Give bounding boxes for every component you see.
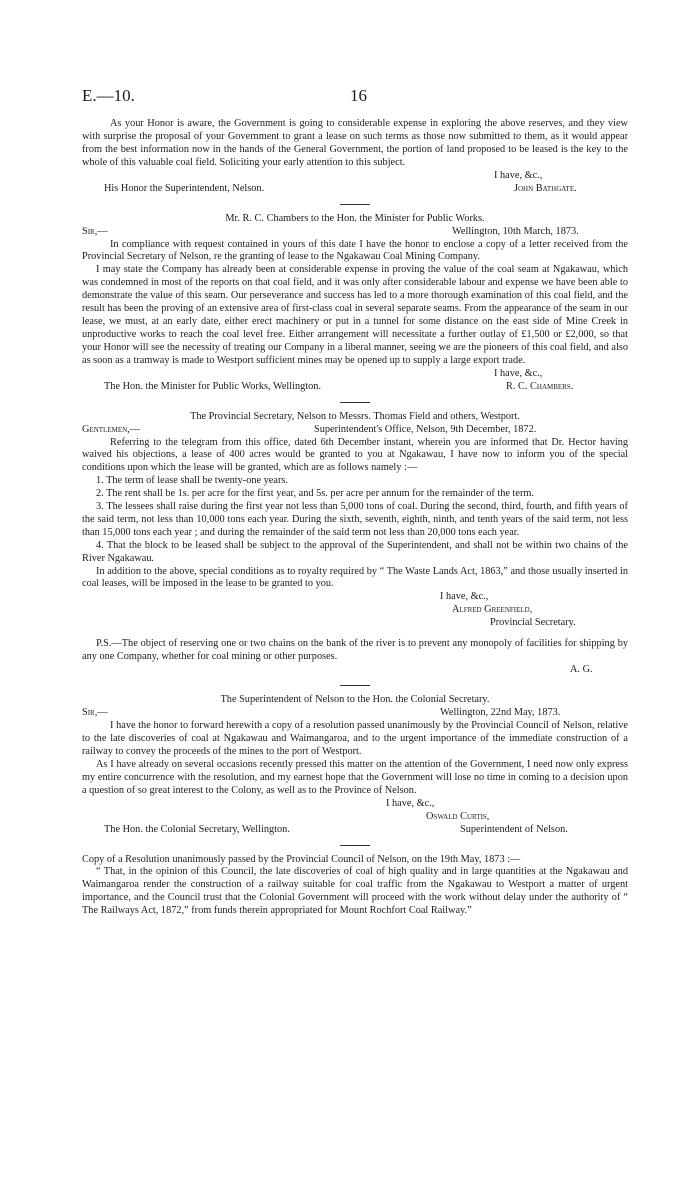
page-body — [82, 118, 628, 918]
section-divider — [340, 402, 370, 403]
signature: Oswald Curtis, — [426, 810, 490, 822]
condition-item: 1. The term of lease shall be twenty-one years. — [96, 475, 288, 487]
closing-row — [82, 798, 628, 811]
closing: I have, &c., — [440, 591, 489, 603]
signature: John Bathgate. — [514, 182, 577, 194]
section-divider — [340, 204, 370, 205]
addressee: The Hon. the Colonial Secretary, Wellington. — [104, 823, 290, 835]
dateline: Wellington, 10th March, 1873. — [452, 225, 579, 237]
signature-row — [82, 183, 628, 196]
report-reference: E.—10. — [82, 86, 135, 105]
conditions-list — [82, 475, 628, 565]
letter-paragraph: Referring to the telegram from this office, dated 6th December instant, wherein you are informed that Dr. Hector having waived his objections, a lease of 400 acres would be granted to you at Ngakawau, I have now to inform you of the special conditions upon which the lease will be granted, which are as follows namely :— — [82, 436, 628, 474]
signature-row — [82, 811, 628, 824]
section-divider — [340, 685, 370, 686]
condition-item: 3. The lessees shall raise during the first year not less than 5,000 tons of coal. During the second, third, fourth, and fifth years of the said term, not less than 10,000 tons each year. During the sixth, seventh, eighth, ninth, and tenth years of the said term, not less than 15,000 tons each year ; and during the remainder of the said term not less than 20,000 tons each year. — [82, 501, 628, 538]
letter-paragraph: As I have already on several occasions recently pressed this matter on the attention of the Government, I need now only express my entire concurrence with the resolution, and my earnest hope that the Government will lose no time in coming to a decision upon a question of so great interest to the Colony, as well as to the Province of Nelson. — [82, 758, 628, 796]
letter-paragraph: I may state the Company has already been at considerable expense in proving the value of the coal seam at Ngakawau, which was condemned in most of the reports on that coal field, and it was only after considerable labour and expense we have been able to demonstrate the value of this seam. Our perseverance and success has led to a more thorough examination of this coal field, and the result has been the proving of an extensive area of first-class coal in several separate seams. From the appearance of the seam in our lease, we must, at an early date, either erect machinery or put in a tunnel for some distance on the east side of Mine Creek in unproductive works to reach the coal level free. Either arrangement will necessitate a further outlay of £1,500 or £2,000, so that your Honor will see the necessity of treating our Company in a liberal manner, seeing we are the pioneers of this coal field, and also as soon as a tramway is made to Westport sufficient mines may be opened up to supply a large export trade. — [82, 264, 628, 366]
letter-curtis — [82, 694, 628, 836]
salutation-row — [82, 424, 628, 437]
running-header — [82, 86, 628, 108]
letter-paragraph: I have the honor to forward herewith a copy of a resolution passed unanimously by the Provincial Council of Nelson, relative to the late discoveries of coal at Ngakawau and Waimangaroa, and to the urgent importance of the immediate construction of a railway to convey the proceeds of the mines to the port of Westport. — [82, 720, 628, 757]
salutation-row — [82, 707, 628, 720]
letter-chambers — [82, 213, 628, 394]
closing-row — [82, 170, 628, 183]
closing: I have, &c., — [386, 797, 435, 809]
letter-heading: The Provincial Secretary, Nelson to Messrs. Thomas Field and others, Westport. — [190, 410, 520, 422]
addressee-row — [82, 824, 628, 837]
letter-greenfield — [82, 411, 628, 678]
signature-title: Superintendent of Nelson. — [460, 823, 568, 835]
salutation-row — [82, 226, 628, 239]
closing: I have, &c., — [494, 169, 543, 181]
condition-item: 4. That the block to be leased shall be subject to the approval of the Superintendent, and shall not be within two chains of the River Ngakawau. — [82, 539, 628, 564]
dateline: Superintendent's Office, Nelson, 9th December, 1872. — [314, 423, 537, 435]
signature-title-row — [82, 617, 628, 630]
letter-paragraph: In compliance with request contained in yours of this date I have the honor to enclose a copy of a letter received from the Provincial Secretary of Nelson, re the granting of lease to the Ngakawau Coal Mining Company. — [82, 238, 628, 263]
closing-row — [82, 591, 628, 604]
addressee: His Honor the Superintendent, Nelson. — [104, 182, 265, 194]
closing-row — [82, 368, 628, 381]
letter-paragraph: As your Honor is aware, the Government is going to considerable expense in exploring the above reserves, and they view with surprise the proposal of your Government to grant a lease on such terms as those now submitted to them, as it would appear from the best information now in the hands of the General Government, the portion of land proposed to be leased is the key to the whole of this valuable coal field. Soliciting your early attention to this subject. — [82, 118, 628, 168]
letter-paragraph: In addition to the above, special conditions as to royalty required by “ The Waste Lands Act, 1863,” and those usually inserted in coal leases, will be imposed in the lease to be granted to you. — [82, 565, 628, 590]
resolution-intro: Copy of a Resolution unanimously passed by the Provincial Council of Nelson, on the 19th May, 1873 :— — [82, 853, 521, 865]
letter-bathgate — [82, 118, 628, 196]
signature-row — [82, 381, 628, 394]
section-divider — [340, 845, 370, 846]
signature: Alfred Greenfield, — [452, 604, 533, 616]
closing: I have, &c., — [494, 367, 543, 379]
dateline: Wellington, 22nd May, 1873. — [440, 707, 561, 719]
salutation: Sir,— — [82, 225, 108, 237]
salutation: Sir,— — [82, 707, 108, 719]
signature: R. C. Chambers. — [506, 380, 574, 392]
letter-heading: The Superintendent of Nelson to the Hon. the Colonial Secretary. — [220, 694, 490, 706]
resolution-text: “ That, in the opinion of this Council, the late discoveries of coal of high quality and in large quantities at the Ngakawau and Waimangaroa render the construction of a railway suitable for coal traffic from the Ngakawau to Westport a matter of urgent importance, and the Council trust that the Colonial Government will proceed with the work without delay under the authority of “ The Railways Act, 1872,” from funds therein appropriated for Mount Rochfort Coal Railway.” — [82, 866, 628, 917]
salutation: Gentlemen,— — [82, 423, 141, 435]
postscript-initials: A. G. — [570, 664, 593, 676]
page-number: 16 — [350, 86, 367, 105]
letter-heading: Mr. R. C. Chambers to the Hon. the Minister for Public Works. — [225, 212, 485, 224]
signature-title: Provincial Secretary. — [490, 617, 576, 629]
signature-row — [82, 604, 628, 617]
resolution — [82, 854, 628, 919]
addressee: The Hon. the Minister for Public Works, Wellington. — [104, 380, 322, 392]
initials-row — [82, 664, 628, 677]
postscript: P.S.—The object of reserving one or two chains on the bank of the river is to prevent any monopoly of facilities for shipping by any one Company, whether for coal mining or other purposes. — [82, 638, 628, 663]
condition-item: 2. The rent shall be 1s. per acre for the first year, and 5s. per acre per annum for the remainder of the term. — [96, 488, 534, 500]
